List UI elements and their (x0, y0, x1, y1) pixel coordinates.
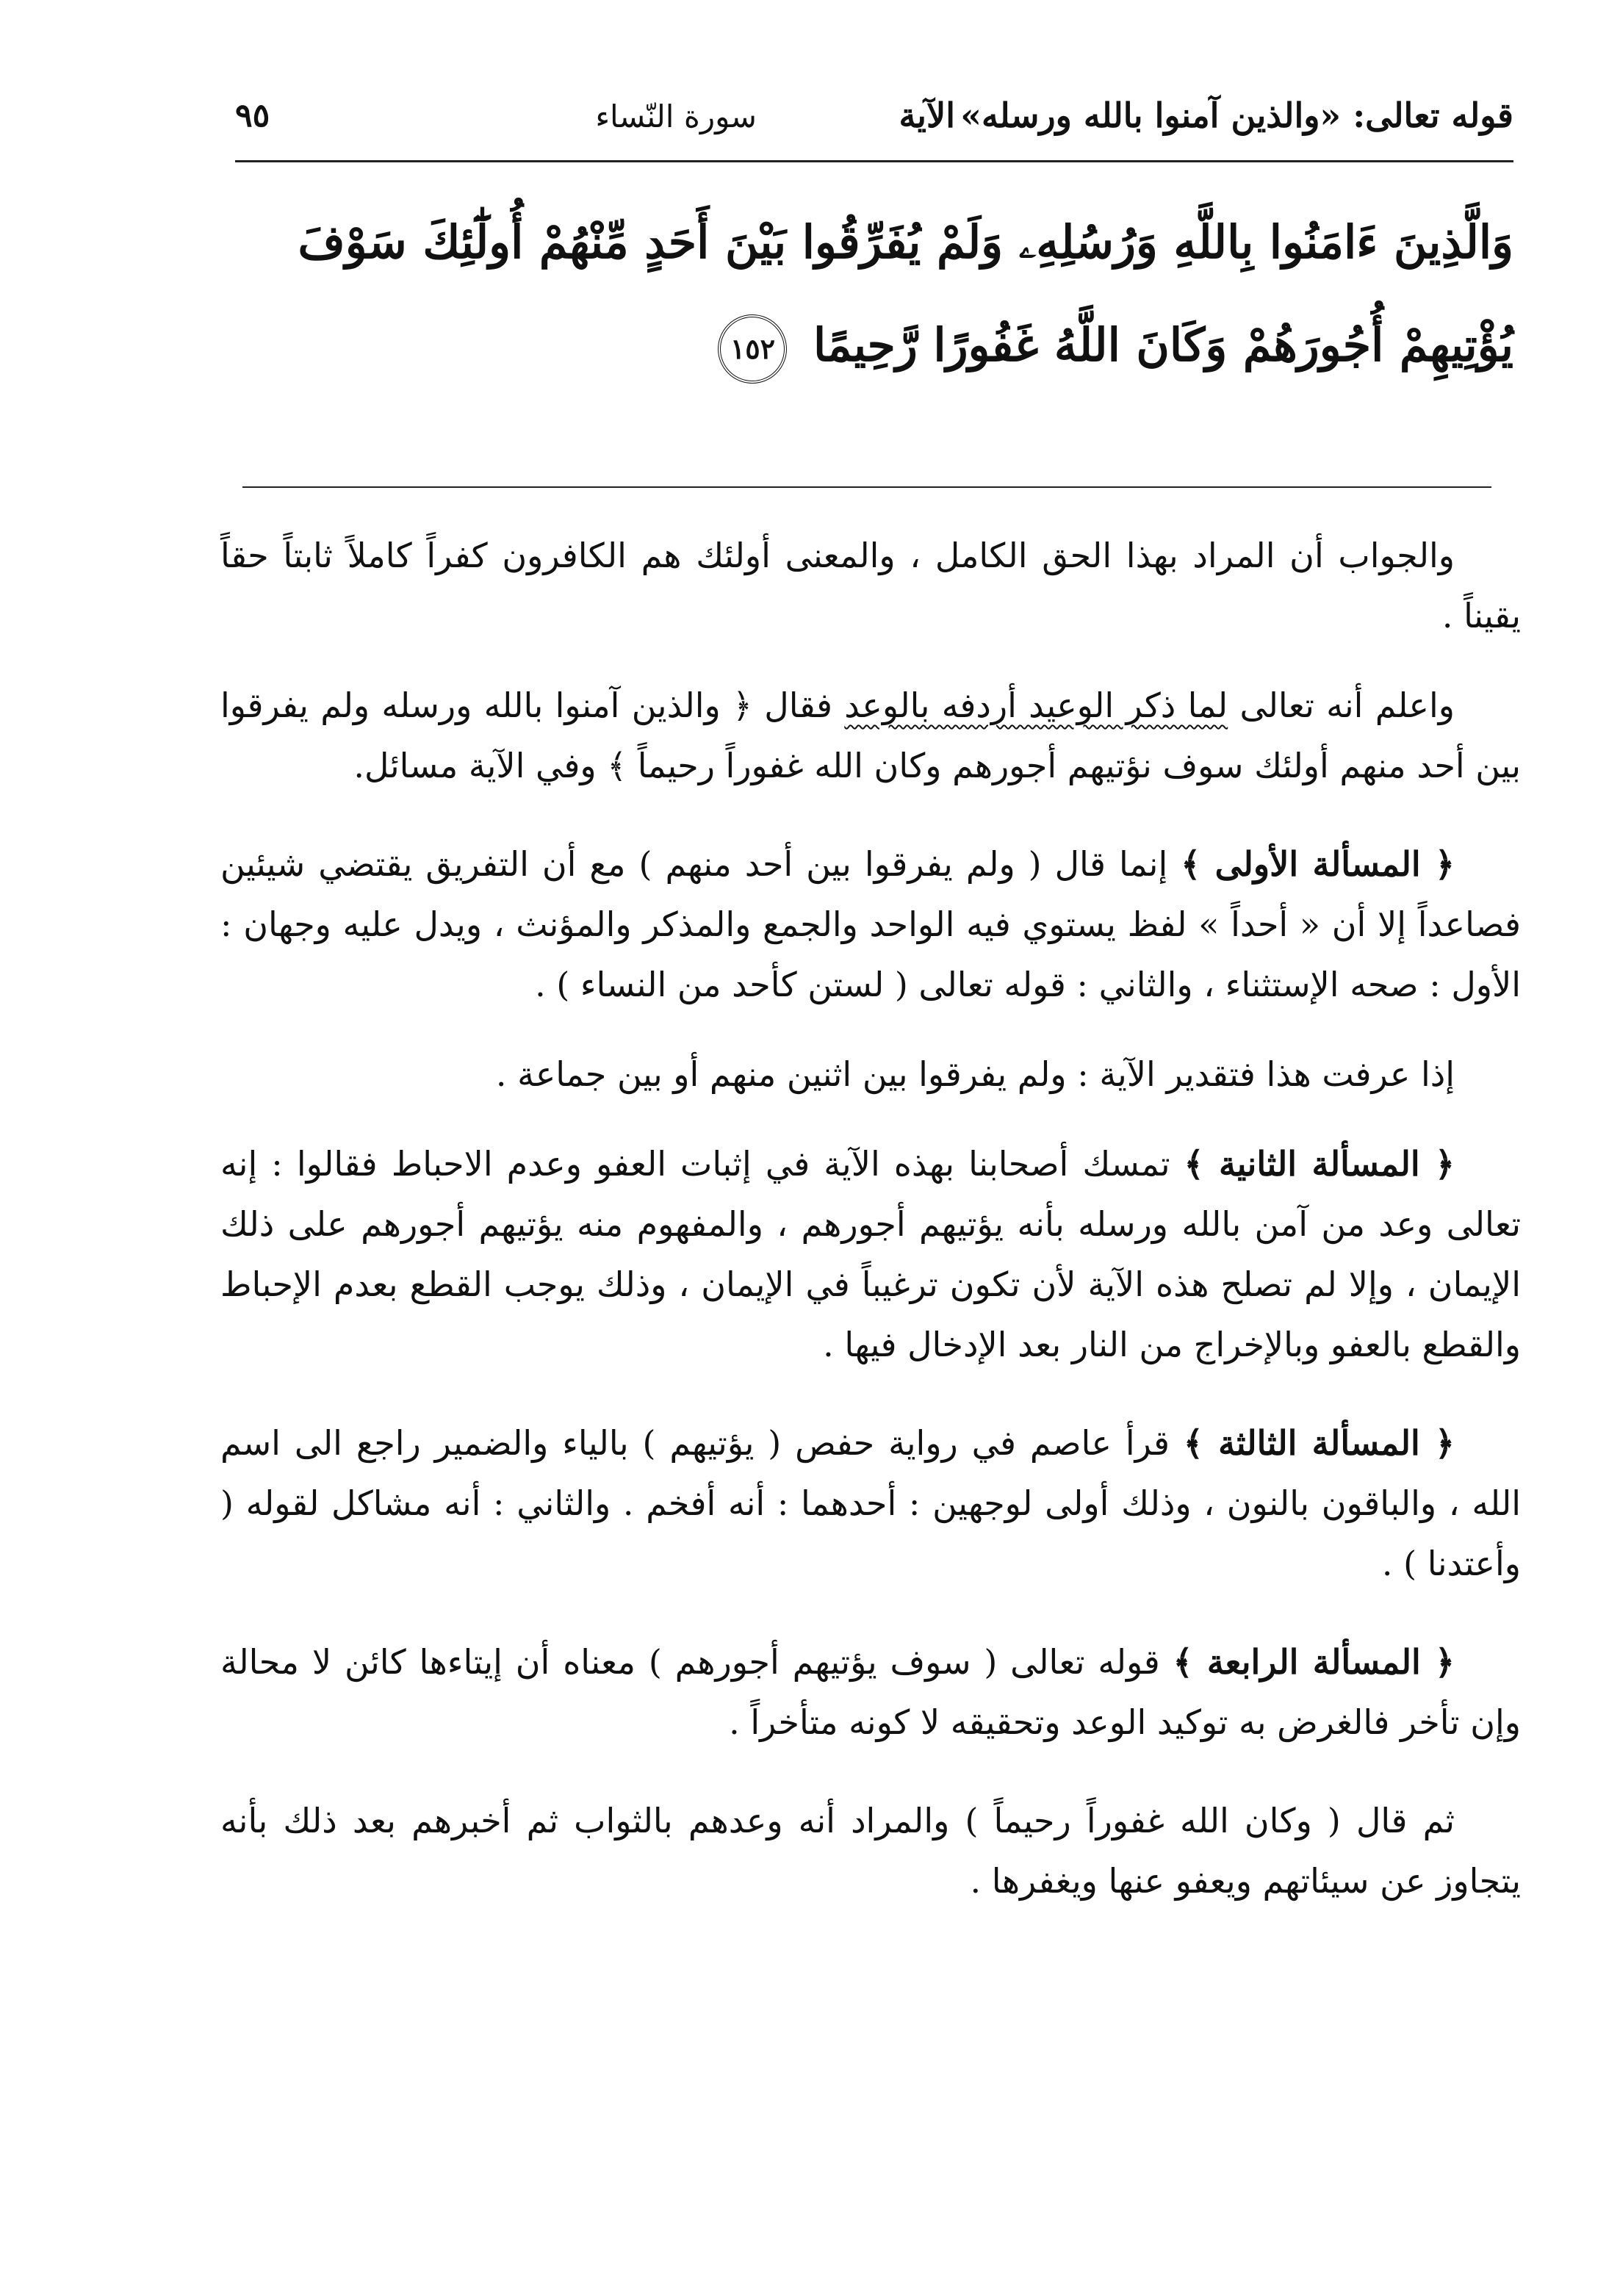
issue-heading-2: ﴿ المسألة الثانية ﴾ (1184, 1144, 1455, 1184)
paragraph-inference (220, 1044, 1521, 1104)
paragraph-conclusion (220, 1791, 1521, 1911)
issue-text-1: إنما قال ( ولم يفرقوا بين أحد منهم ) مع أن التفريق يقتضي شيئين فصاعداً إلا أن « أحداً » لفظ يستوي فيه الواحد والجمع والمذكر والمؤنث ، ويدل عليه وجهان : الأول : صحه الإستثناء ، والثاني : قوله تعالى ( لستن كأحد من النساء ) . (220, 844, 1521, 1004)
issue-heading-4: ﴿ المسألة الرابعة ﴾ (1173, 1642, 1455, 1682)
paragraph-issue-1 (220, 834, 1521, 1015)
paragraph-text: إذا عرفت هذا فتقدير الآية : ولم يفرقوا بين اثنين منهم أو بين جماعة . (495, 1054, 1455, 1094)
issue-text-3: قرأ عاصم في رواية حفص ( يؤتيهم ) بالياء والضمير راجع الى اسم الله ، والباقون بالنون ، وذلك أولى لوجهين : أحدهما : أنه أفخم . والثاني : أنه مشاكل لقوله ( وأعتدنا ) . (220, 1423, 1521, 1583)
paragraph-issue-4 (220, 1632, 1521, 1752)
issue-text-2: تمسك أصحابنا بهذه الآية في إثبات العفو وعدم الاحباط فقالوا : إنه تعالى وعد من آمن بالله ورسله بأنه يؤتيهم أجورهم ، والمفهوم منه يؤتيهم أجورهم على ذلك الإيمان ، وإلا لم تصلح هذه الآية لأن تكون ترغيباً في الإيمان ، وذلك يوجب القطع بعدم الإحباط والقطع بالعفو وبالإخراج من النار بعد الإدخال فيها . (220, 1144, 1521, 1364)
section-divider (242, 486, 1491, 488)
paragraph-text-start: واعلم أنه تعالى (1228, 685, 1455, 725)
verse-text: وَالَّذِينَ ءَامَنُوا بِاللَّهِ وَرُسُلِهِۦ وَلَمْ يُفَرِّقُوا بَيْنَ أَحَدٍ مِّنْهُمْ أُولَٰٓئِكَ سَوْفَ يُؤْتِيهِمْ أُجُورَهُمْ وَكَانَ اللَّهُ غَفُورًا رَّحِيمًا (298, 215, 1513, 372)
issue-heading-3: ﴿ المسألة الثالثة ﴾ (1183, 1423, 1455, 1463)
issue-text-4: قوله تعالى ( سوف يؤتيهم أجورهم ) معناه أن إيتاءها كائن لا محالة وإن تأخر فالغرض به توكيد الوعد وتحقيقه لا كونه متأخراً . (220, 1642, 1521, 1742)
paragraph-issue-3 (220, 1413, 1521, 1594)
paragraph-answer (220, 525, 1521, 646)
commentary-body (220, 525, 1521, 1949)
header-surah-name: سورة النّساء (595, 98, 757, 134)
header-verse-label: الآية (899, 96, 955, 135)
header-divider (235, 160, 1513, 162)
ayah-number-marker: ١٥٢ (718, 314, 787, 384)
paragraph-text-end: فقال ﴿ والذين آمنوا بالله ورسله ولم يفرقوا بين أحد منهم أولئك سوف نؤتيهم أجورهم وكان الله غفوراً رحيماً ﴾ وفي الآية مسائل. (220, 685, 1521, 785)
paragraph-introduction (220, 675, 1521, 796)
header-title: قوله تعالى: «والذين آمنوا بالله ورسله» (960, 96, 1513, 135)
paragraph-text: ثم قال ( وكان الله غفوراً رحيماً ) والمراد أنه وعدهم بالثواب ثم أخبرهم بعد ذلك بأنه يتجاوز عن سيئاتهم ويعفو عنها ويغفرها . (220, 1801, 1521, 1901)
paragraph-issue-2 (220, 1134, 1521, 1375)
quran-verse (250, 191, 1513, 397)
issue-heading-1: ﴿ المسألة الأولى ﴾ (1181, 844, 1455, 884)
underlined-phrase: لما ذكر الوعيد أردفه بالوعد (844, 685, 1228, 725)
paragraph-text: والجواب أن المراد بهذا الحق الكامل ، والمعنى أولئك هم الكافرون كفراً كاملاً ثابتاً حقاً يقيناً . (220, 536, 1521, 636)
running-header (235, 88, 1513, 154)
page-number: ٩٥ (235, 97, 270, 134)
